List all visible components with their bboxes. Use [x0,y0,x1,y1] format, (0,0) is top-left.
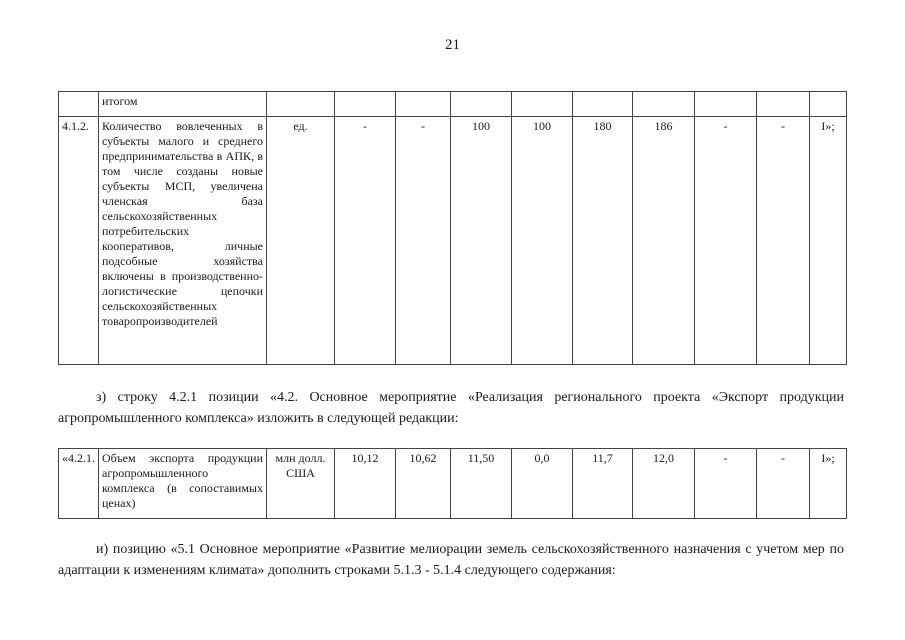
paragraph-z: з) строку 4.2.1 позиции «4.2. Основное мероприятие «Реализация регионального проекта «Экспорт продукции агропромышленного комплекса» изложить в следующей редакции: [58,390,844,426]
value-cell: 10,62 [396,449,451,519]
table-row [59,117,847,365]
closing-cell: I»; [810,449,847,519]
unit-cell: млн долл. США [267,449,335,519]
closing-cell: I»; [810,117,847,365]
value-cell: 11,7 [573,449,633,519]
page-number: 21 [445,37,460,53]
value-cell: 0,0 [512,449,573,519]
row-number-cell: «4.2.1. [59,449,99,519]
value-cell: - [695,449,757,519]
name-cell: Объем экспорта продукции агропромышленного комплекса (в сопоставимых ценах) [99,449,267,519]
value-cell: - [757,449,810,519]
value-cell: 12,0 [633,449,695,519]
indicator-table-1 [58,91,847,365]
value-cell: - [757,117,810,365]
value-cell: 180 [573,117,633,365]
value-cell: 100 [451,117,512,365]
indicator-table-2 [58,448,847,519]
value-cell: - [396,117,451,365]
value-cell: 186 [633,117,695,365]
table-row [59,92,847,117]
paragraph-i: и) позицию «5.1 Основное мероприятие «Развитие мелиорации земель сельскохозяйственного назначения с учетом мер по адаптации к изменениям климата» дополнить строками 5.1.3 - 5.1.4 следующего содержания: [58,542,844,578]
unit-cell: ед. [267,117,335,365]
value-cell: - [695,117,757,365]
table-row [59,449,847,519]
row-number-cell: 4.1.2. [59,117,99,365]
value-cell: 10,12 [335,449,396,519]
value-cell: 11,50 [451,449,512,519]
name-cell: итогом [99,92,267,117]
value-cell: - [335,117,396,365]
value-cell: 100 [512,117,573,365]
name-cell: Количество вовлеченных в субъекты малого и среднего предпринимательства в АПК, в том числе созданы новые субъекты МСП, увеличена членская база сельскохозяйственных потребительских кооперативов, личные подсобные хозяйства включены в производственно-логистические цепочки сельскохозяйственных товаропроизводителей [99,117,267,365]
